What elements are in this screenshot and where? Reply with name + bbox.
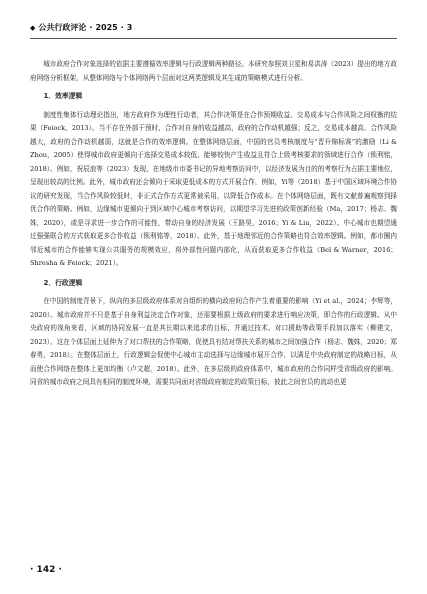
page-number: · 142 ·: [30, 565, 62, 575]
efficiency-paragraph: 制度性集体行动理论指出，地方政府作为理性行动者，其合作决策是在合作预期收益、交易成本与合作风险之间权衡的结果（Feiock，2013）。当不存在外部干预时，合作对自身的收益越高，政府的合作动机越强；反之，交易成本越高、合作风险越大，政府的合作动机越弱，这就是合作的效率逻辑。在整体网络层面，中国的官员考核制度与“晋升锦标赛”的激励（Li & Zhou，2005）使得城市政府更倾向于选择交易成本较低、能够较快产生收益且符合上级考核要求的领域进行合作（锁利铭，2018）。例如，祝辰浪等（2023）发现，在地级市市委书记的异地考察访问中，以经济发展为目的的考察行为占据主要地位，呈现出较高的比例。此外，城市政府还会倾向于采取更低成本的方式开展合作，例如，Yi等（2018）基于中国区域环境合作协议的研究发现，当合作风险较低时，非正式合作方式更常被采用，以降低合作成本。在个体网络层面，既有文献普遍观察到择优合作的策略。例如，边缘城市更倾向于到区域中心城市考察访问，以期望学习先进的政策创新经验（Ma，2017；杨志、魏姝，2020），或是寻求进一步合作的可能性，带动自身的经济发展（王路昊，2016；Yi & Liu，2022）。中心城市也期望通过强强联合的方式获取更多合作收益（锁利铭等，2018）。此外，基于地理邻近的合作策略也符合效率逻辑。例如，都市圈内邻近城市的合作能够实现公共服务的规模效应，将外部性问题内部化，从而获取更多合作收益（Bel & Warner，2016；Shresha & Feiock；2021）。: [30, 110, 397, 267]
article-body: [30, 58, 397, 390]
header-rule: [30, 38, 397, 39]
section-heading-efficiency: 1．效率逻辑: [43, 92, 83, 100]
diamond-icon: ◆: [30, 23, 36, 32]
journal-year: 2025: [95, 23, 118, 32]
header-separator-2: ·: [120, 23, 124, 32]
running-header: [30, 22, 397, 33]
journal-name: 公共行政评论: [38, 23, 87, 32]
section-heading-administrative: 2．行政逻辑: [43, 278, 83, 287]
journal-issue: 3: [126, 23, 133, 32]
intro-paragraph: 城市政府合作对象选择的依据主要遵循效率逻辑与行政逻辑两种路径。本研究参照刘卫星和易洪涛（2023）提出的地方政府网络分析框架，从整体网络与个体网络两个层面对这两类逻辑及其生成的策略模式进行分析。: [30, 60, 397, 82]
header-separator: ·: [89, 23, 93, 32]
administrative-paragraph: 在中国的制度背景下，纵向的多层级政府体系对自组织的横向政府间合作产生着重要的影响（Yi et al.，2024；李辉等，2020）。城市政府并不只是基于自身利益决定合作对象，还需要根据上级政府的要求进行响应决策，即合作的行政逻辑。从中央政府的视角来看，区域的协同发展一直是其长期以来追求的目标，并通过技术、对口援助等政策手段加以落实（柳建文，2023）。这在个体层面上延伸为了对口帮扶的合作策略，促使具有结对帮扶关系的城市之间加强合作（杨志、魏姝，2020；郑春勇，2018）。在整体层面上，行政逻辑会促使中心城市主动选择与边缘城市展开合作，以满足中央政府制定的战略目标，从而使合作网络在整体上更加均衡（卢文超，2018）。此外，在多层级的政府体系中，城市政府的合作同样受省级政府的影响。同省的城市政府之间具有相同的制度环境，需要共同面对省级政府制定的政策目标，彼此之间官员的流动也更: [30, 297, 397, 386]
